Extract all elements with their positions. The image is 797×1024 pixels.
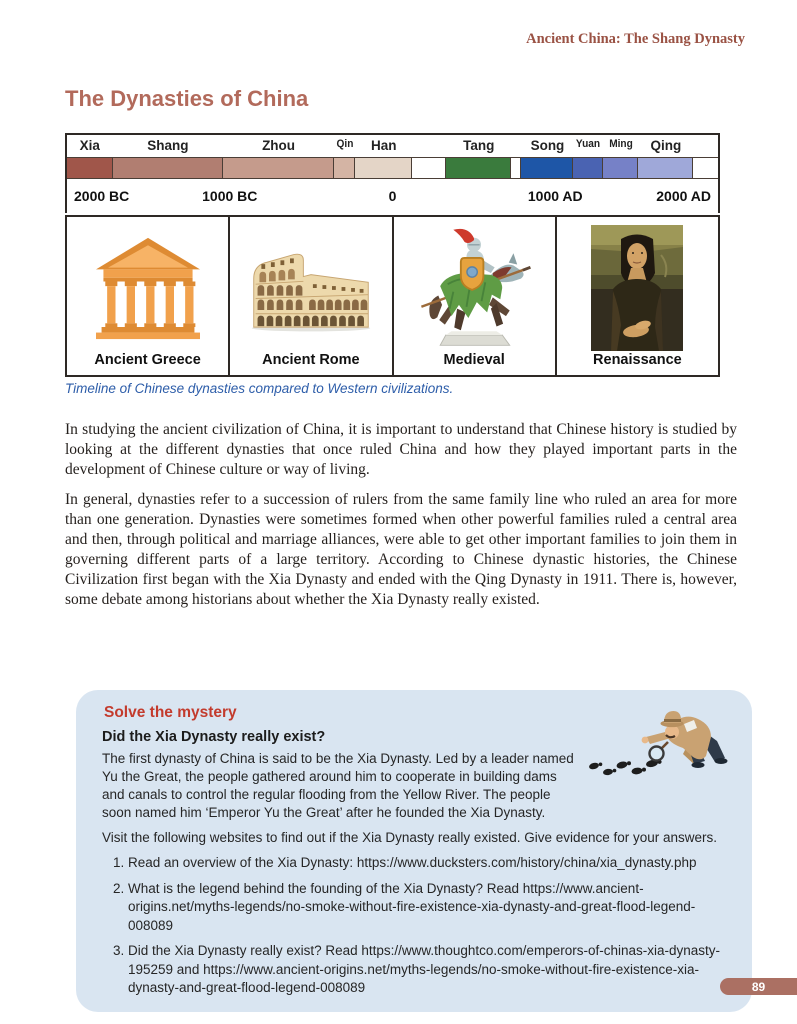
mystery-box-website-list xyxy=(102,854,726,998)
timeline-segment-qin xyxy=(334,158,355,178)
timeline-label-yuan: Yuan xyxy=(576,138,601,150)
greek-temple-icon xyxy=(69,223,226,352)
civilizations-table xyxy=(65,215,720,377)
timeline-segment-zhou xyxy=(223,158,334,178)
timeline-segment-ming xyxy=(603,158,638,178)
timeline-date: 2000 AD xyxy=(656,188,711,204)
timeline-segment-tang xyxy=(446,158,510,178)
timeline-date: 2000 BC xyxy=(74,188,130,204)
running-header: Ancient China: The Shang Dynasty xyxy=(526,31,745,47)
mystery-box-intro: The first dynasty of China is said to be the Xia Dynasty. Led by a leader named Yu the Great, the people gathered around him to cooperate in building dams and canals to control the regular flooding from the Yellow River. The people soon named him ‘Emperor Yu the Great’ after he founded the Xia Dynasty. xyxy=(102,751,574,820)
timeline-date: 0 xyxy=(388,188,397,204)
timeline-segment-yuan xyxy=(573,158,603,178)
dynasty-timeline xyxy=(65,133,720,213)
timeline-dates-row xyxy=(67,179,718,213)
timeline-segment-xia xyxy=(67,158,113,178)
timeline-label-song: Song xyxy=(530,138,565,153)
page-number: 89 xyxy=(751,979,766,994)
timeline-color-band xyxy=(67,157,718,179)
timeline-segment-song xyxy=(521,158,573,178)
civ-cell-renaissance xyxy=(555,217,718,375)
body-paragraph: In studying the ancient civilization of China, it is important to understand that Chinese history is studied by looking at the different dynasties that once ruled China and how they played important parts in the development of Chinese culture or way of living. xyxy=(65,421,737,478)
timeline-label-shang: Shang xyxy=(147,138,189,153)
timeline-labels-row xyxy=(67,135,718,157)
mystery-box xyxy=(76,690,752,1012)
timeline-gap xyxy=(511,158,521,178)
timeline-date: 1000 AD xyxy=(527,188,583,204)
body-text xyxy=(65,420,737,620)
timeline-segment-han xyxy=(355,158,412,178)
detective-figure xyxy=(642,711,728,768)
timeline-label-zhou: Zhou xyxy=(262,138,296,153)
civ-cell-ancient-rome xyxy=(228,217,391,375)
civ-cell-ancient-greece xyxy=(67,217,228,375)
page-number-pill xyxy=(720,978,797,995)
page-title: The Dynasties of China xyxy=(65,86,309,111)
website-list-item: 3. Did the Xia Dynasty really exist? Read https://www.thoughtco.com/emperors-of-chinas-xia-dynasty-195259 and https://www.ancient-origins.net/myths-legends/no-smoke-without-fire-existence-xia-dynasty-and-great-flood-legend-008089 xyxy=(128,942,726,998)
footprints-icon xyxy=(588,759,661,776)
timeline-caption: Timeline of Chinese dynasties compared to Western civilizations. xyxy=(65,381,454,396)
timeline-label-han: Han xyxy=(370,138,397,153)
timeline-date: 1000 BC xyxy=(202,188,258,204)
mona-lisa-image xyxy=(559,223,716,352)
body-paragraph: In general, dynasties refer to a succession of rulers from the same family line who ruled an area for more than one generation. Dynasties were sometimes formed when other powerful families ruled a central area and then, through political and marriage alliances, were able to get other important families to join them in governing different parts of a large territory. According to Chinese dynastic histories, the Chinese Civilization first began with the Xia Dynasty and ended with the Qing Dynasty in 1911. There is, however, some debate among historians about whether the Xia Dynasty really existed. xyxy=(65,491,737,608)
timeline-gap xyxy=(412,158,447,178)
timeline-label-qin: Qin xyxy=(336,138,354,150)
timeline-label-ming: Ming xyxy=(609,138,633,150)
timeline-label-xia: Xia xyxy=(79,138,100,153)
timeline-segment-shang xyxy=(113,158,224,178)
timeline-segment-qing xyxy=(638,158,693,178)
knight-on-horse-icon xyxy=(396,223,553,352)
timeline-label-qing: Qing xyxy=(650,138,682,153)
mystery-box-question: Did the Xia Dynasty really exist? xyxy=(102,729,326,745)
mystery-box-title: Solve the mystery xyxy=(104,704,237,721)
civ-label: Medieval xyxy=(443,352,505,368)
civ-label: Ancient Greece xyxy=(94,352,201,368)
website-list-item: 1. Read an overview of the Xia Dynasty: https://www.ducksters.com/history/china/xia_dynasty.php xyxy=(128,854,726,873)
civ-cell-medieval xyxy=(392,217,555,375)
colosseum-icon xyxy=(232,223,389,352)
civ-label: Ancient Rome xyxy=(262,352,360,368)
civ-label: Renaissance xyxy=(593,352,682,368)
mystery-box-instruction: Visit the following websites to find out if the Xia Dynasty really existed. Give evidence for your answers. xyxy=(102,830,718,845)
timeline-label-tang: Tang xyxy=(463,138,495,153)
detective-illustration xyxy=(584,702,734,786)
timeline-gap xyxy=(693,158,718,178)
website-list-item: 2. What is the legend behind the founding of the Xia Dynasty? Read https://www.ancient-origins.net/myths-legends/no-smoke-without-fire-existence-xia-dynasty-and-great-flood-legend-008089 xyxy=(128,880,726,936)
